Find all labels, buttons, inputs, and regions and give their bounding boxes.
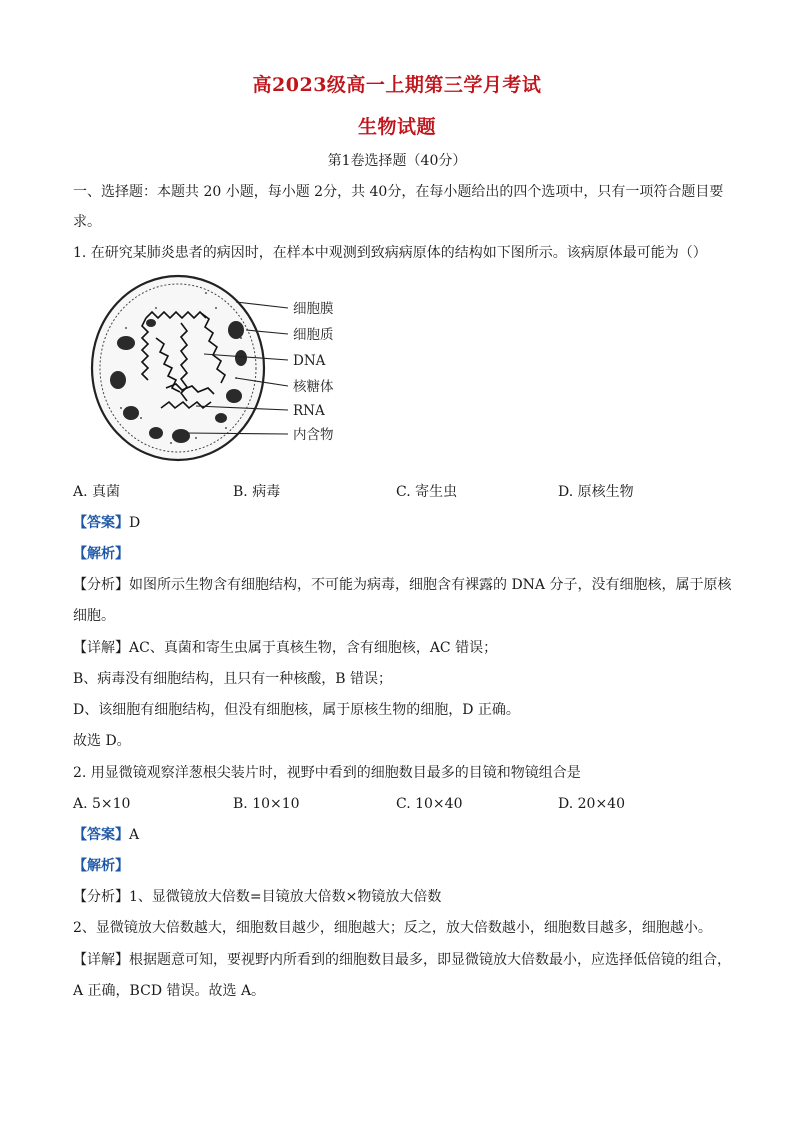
q1-option-d: D. 原核生物 <box>558 484 634 500</box>
instructions-line-1: 一、选择题：本题共 20 小题，每小题 2分，共 40分，在每小题给出的四个选项中，只有一项符合题目要 <box>73 184 724 200</box>
label-ribosome: 核糖体 <box>293 379 334 395</box>
q1-option-b: B. 病毒 <box>233 484 281 500</box>
q1-stem: 1. 在研究某肺炎患者的病因时，在样本中观测到致病病原体的结构如下图所示。该病原体最可能为（） <box>73 245 707 261</box>
q2-stem: 2. 用显微镜观察洋葱根尖装片时，视野中看到的细胞数目最多的目镜和物镜组合是 <box>73 765 581 781</box>
q2-analysis-row <box>73 856 129 876</box>
q2-answer-row <box>73 825 139 845</box>
q1-fenxi-line-1: 如图所示生物含有细胞结构，不可能为病毒，细胞含有裸露的 DNA 分子，没有细胞核，属于原核 <box>129 577 732 593</box>
q2-option-b: B. 10×10 <box>233 796 300 812</box>
q1-fenxi-row <box>73 575 731 595</box>
q2-option-d: D. 20×40 <box>558 796 625 812</box>
q2-option-c: C. 10×40 <box>396 796 463 812</box>
subject-title: 生物试题 <box>357 116 436 138</box>
label-cytoplasm: 细胞质 <box>293 327 334 343</box>
label-dna: DNA <box>293 353 326 369</box>
q2-fenxi-line-2: 2、显微镜放大倍数越大，细胞数目越少，细胞越大；反之，放大倍数越小，细胞数目越多，细胞越小。 <box>73 920 712 936</box>
label-cell-membrane: 细胞膜 <box>293 301 334 317</box>
q2-answer-tag: 【答案】 <box>73 827 129 843</box>
q1-line-d: D、该细胞有细胞结构，但没有细胞核，属于原核生物的细胞，D 正确。 <box>73 702 520 718</box>
q2-xiangjie-line-2: A 正确，BCD 错误。故选 A。 <box>73 983 266 999</box>
q1-answer-tag: 【答案】 <box>73 515 129 531</box>
q2-fenxi-row <box>73 887 441 907</box>
label-rna: RNA <box>293 403 325 419</box>
q1-xiangjie-line-1: AC、真菌和寄生虫属于真核生物，含有细胞核，AC 错误； <box>129 640 498 656</box>
q2-xiangjie-line-1: 根据题意可知，要视野内所看到的细胞数目最多，即显微镜放大倍数最小，应选择低倍镜的组合， <box>129 952 731 968</box>
q1-xiangjie-row <box>73 638 497 658</box>
instructions-line-2: 求。 <box>73 214 101 230</box>
q1-analysis-tag: 【解析】 <box>73 546 129 562</box>
q1-answer: D <box>129 515 141 531</box>
q1-option-c: C. 寄生虫 <box>396 484 458 500</box>
q2-xiangjie-tag: 【详解】 <box>73 952 129 968</box>
q2-fenxi-line-1: 1、显微镜放大倍数=目镜放大倍数×物镜放大倍数 <box>129 889 442 905</box>
q2-fenxi-tag: 【分析】 <box>73 889 129 905</box>
q1-xiangjie-tag: 【详解】 <box>73 640 129 656</box>
q2-analysis-tag: 【解析】 <box>73 858 129 874</box>
label-inclusion: 内含物 <box>293 427 334 443</box>
q2-xiangjie-row <box>73 950 731 970</box>
q1-line-b: B、病毒没有细胞结构，且只有一种核酸，B 错误； <box>73 671 393 687</box>
exam-title: 高2023级高一上期第三学月考试 <box>252 74 542 96</box>
q1-fenxi-tag: 【分析】 <box>73 577 129 593</box>
q1-fenxi-line-2: 细胞。 <box>73 608 115 624</box>
q1-answer-row <box>73 513 140 533</box>
q2-answer: A <box>129 827 140 843</box>
section-heading: 第1卷选择题（40分） <box>327 153 467 169</box>
cell-structure-figure <box>86 268 386 478</box>
q1-conclusion: 故选 D。 <box>73 733 131 749</box>
q1-option-a: A. 真菌 <box>73 484 121 500</box>
q2-option-a: A. 5×10 <box>73 796 131 812</box>
q1-analysis-row <box>73 544 129 564</box>
